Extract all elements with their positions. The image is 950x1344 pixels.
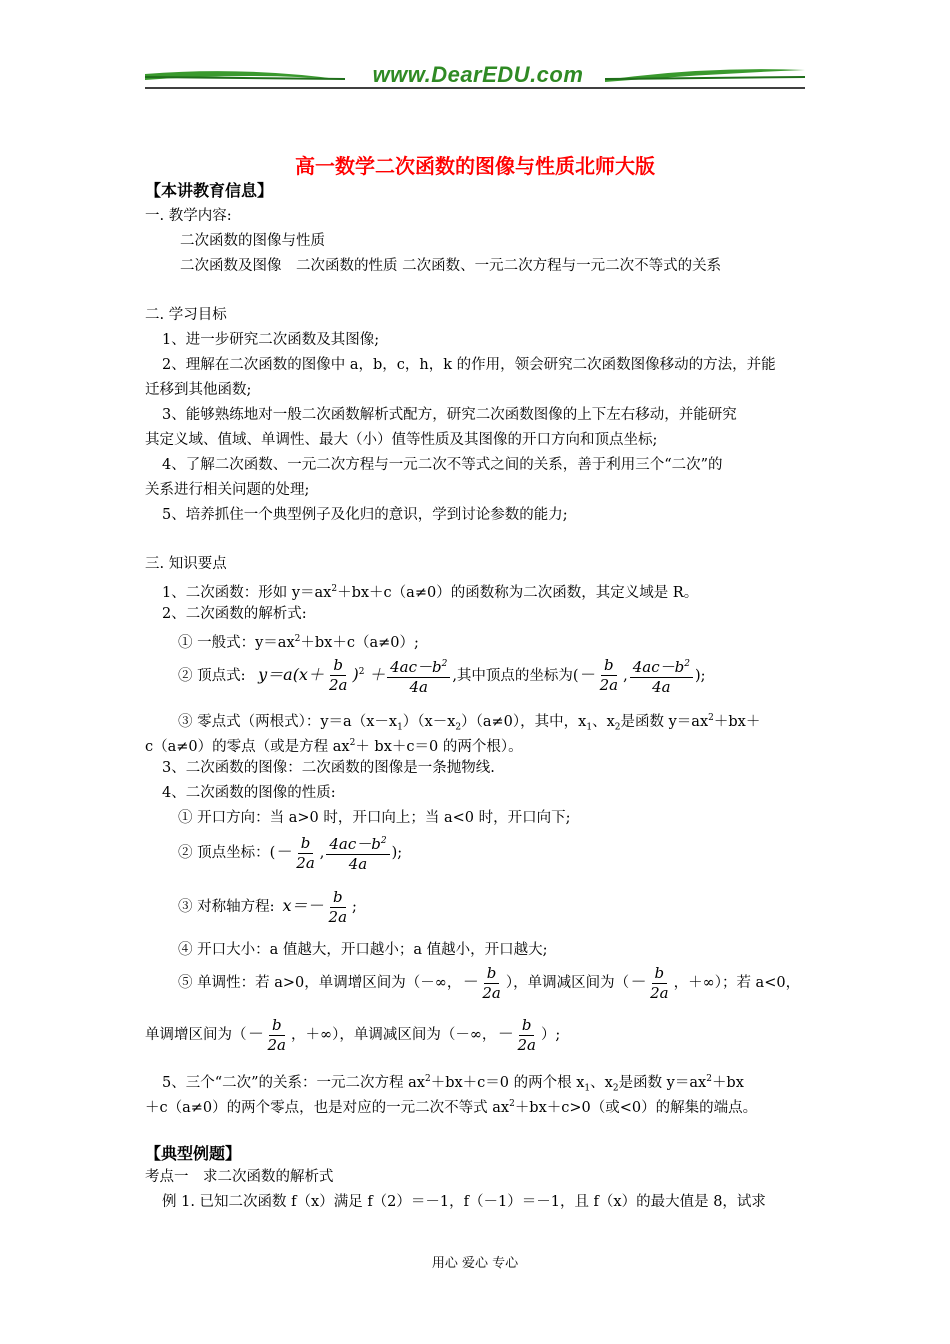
line: 三. 知识要点 — [145, 556, 227, 572]
line: 4、二次函数的图像的性质: — [162, 785, 336, 801]
line: 二次函数及图像 二次函数的性质 二次函数、一元二次方程与一元二次不等式的关系 — [180, 258, 722, 274]
line: ④ 开口大小：a 值越大，开口越小；a 值越小，开口越大; — [178, 942, 548, 958]
line: 2、理解在二次函数的图像中 a，b，c，h，k 的作用，领会研究二次函数图像移动的方法，并能 — [162, 357, 776, 373]
line: 其定义域、值域、单调性、最大（小）值等性质及其图像的开口方向和顶点坐标; — [145, 432, 658, 448]
monotonic-line-2: 单调增区间为（－ $\frac{b}{2a}$ ，＋∞），单调减区间为（－∞，－ $\frac{b}{2a}$ ）; — [145, 1015, 561, 1054]
line: 1、二次函数：形如 $y=ax^2+bx+c(a\ne 0)$的函数称为二次函数，其定义域是 R。 — [162, 584, 699, 601]
vertex-form-line: ② 顶点式: y＝a(x＋ $\frac{b}{2a}$ )$^2$ ＋ $\frac{4ac-b^2}{4a}$ ,其中顶点的坐标为(－ $\frac{b}{2a}$ , $\frac{4ac-b^2}{4a}$ ); — [178, 656, 706, 696]
section-info-heading: 【本讲教育信息】 — [145, 181, 274, 200]
line: 例 1. 已知二次函数 f（x）满足 f（2）＝－1，f（－1）＝－1，且 f（x）的最大值是 8，试求 — [162, 1194, 766, 1210]
section-examples-heading: 【典型例题】 — [145, 1144, 242, 1163]
line: 二次函数的图像与性质 — [180, 233, 325, 249]
line: 迁移到其他函数; — [145, 382, 252, 398]
line: 二. 学习目标 — [145, 307, 227, 323]
line: 考点一 求二次函数的解析式 — [145, 1169, 334, 1185]
line: 5、三个“二次”的关系：一元二次方程 $ax^2+bx+c=0$ 的两个根 $x_1$、$x_2$是函数 $y=ax^2+bx$ — [162, 1074, 744, 1094]
brand-logo[interactable]: www.DearEDU.com — [372, 62, 584, 87]
line: 3、二次函数的图像：二次函数的图像是一条抛物线. — [162, 760, 495, 776]
line: 1、进一步研究二次函数及其图像; — [162, 332, 380, 348]
line: 3、能够熟练地对一般二次函数解析式配方，研究二次函数图像的上下左右移动，并能研究 — [162, 407, 737, 423]
line: 关系进行相关问题的处理; — [145, 482, 310, 498]
line: 一. 教学内容: — [145, 208, 232, 224]
vertex-coord-line: ② 顶点坐标：(－ $\frac{b}{2a}$ , $\frac{4ac-b^2}{4a}$ ); — [178, 833, 403, 873]
monotonic-line: ⑤ 单调性：若 a>0，单调增区间为（－∞，－ $\frac{b}{2a}$ ），单调减区间为（－ $\frac{b}{2a}$ ，＋∞）；若 a<0， — [178, 963, 801, 1002]
axis-line: ③ 对称轴方程: x＝－ $\frac{b}{2a}$ ; — [178, 887, 357, 926]
site-header — [145, 60, 805, 92]
page-title: 高一数学二次函数的图像与性质北师大版 — [295, 154, 655, 178]
line: 5、培养抓住一个典型例子及化归的意识，学到讨论参数的能力; — [162, 507, 568, 523]
line: 4、了解二次函数、一元二次方程与一元二次不等式之间的关系，善于利用三个“二次”的 — [162, 457, 723, 473]
page-footer: 用心 爱心 专心 — [431, 1256, 519, 1271]
line: ③ 零点式（两根式）：$y=a(x-x_1)(x-x_2)(a\ne 0)$，其中，$x_1$、$x_2$是函数 $y=ax^2+bx+$ — [178, 713, 761, 733]
line: ① 一般式：$y=ax^2+bx+c(a\ne 0)$; — [178, 634, 419, 651]
line: ① 开口方向：当 a>0 时，开口向上；当 a<0 时，开口向下; — [178, 810, 571, 826]
line: 2、二次函数的解析式: — [162, 606, 307, 622]
line: c（a≠0）的零点（或是方程 $ax^2+ bx+c=0$ 的两个根）。 — [145, 738, 523, 755]
line: ＋c（a≠0）的两个零点，也是对应的一元二次不等式 $ax^2+bx+c>0$（或<0）的解集的端点。 — [145, 1099, 758, 1116]
